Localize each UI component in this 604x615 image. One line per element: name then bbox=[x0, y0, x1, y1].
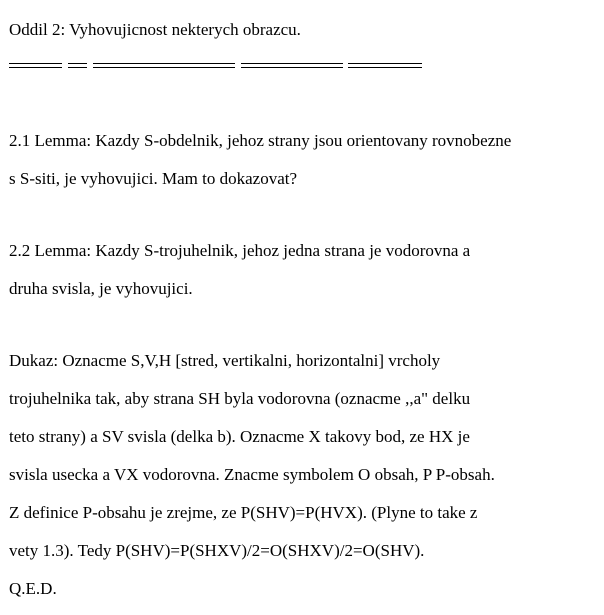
lemma-2-1-line-1: 2.1 Lemma: Kazdy S-obdelnik, jehoz strany jsou orientovany rovnobezne bbox=[9, 131, 512, 150]
lemma-2-2-line-1: 2.2 Lemma: Kazdy S-trojuhelnik, jehoz jedna strana je vodorovna a bbox=[9, 241, 471, 260]
proof-line-5: Z definice P-obsahu je zrejme, ze P(SHV)=P(HVX). (Plyne to take z bbox=[9, 503, 478, 522]
underline-segment bbox=[241, 63, 343, 68]
proof-line-3: teto strany) a SV svisla (delka b). Oznacme X takovy bod, ze HX je bbox=[9, 427, 470, 446]
lemma-2-2-line-2: druha svisla, je vyhovujici. bbox=[9, 279, 193, 298]
lemma-2-1-line-2: s S-siti, je vyhovujici. Mam to dokazovat? bbox=[9, 169, 298, 188]
section-heading: Oddil 2: Vyhovujicnost nekterych obrazcu. bbox=[9, 20, 301, 39]
proof-qed: Q.E.D. bbox=[9, 579, 57, 598]
proof-line-4: svisla usecka a VX vodorovna. Znacme symbolem O obsah, P P-obsah. bbox=[9, 465, 495, 484]
underline-segment bbox=[9, 63, 62, 68]
underline-segment bbox=[68, 63, 87, 68]
proof-line-2: trojuhelnika tak, aby strana SH byla vodorovna (oznacme ,,a" delku bbox=[9, 389, 471, 408]
proof-line-6: vety 1.3). Tedy P(SHV)=P(SHXV)/2=O(SHXV)/2=O(SHV). bbox=[9, 541, 425, 560]
underline-segment bbox=[348, 63, 422, 68]
proof-line-1: Dukaz: Oznacme S,V,H [stred, vertikalni, horizontalni] vrcholy bbox=[9, 351, 441, 370]
underline-segment bbox=[93, 63, 235, 68]
